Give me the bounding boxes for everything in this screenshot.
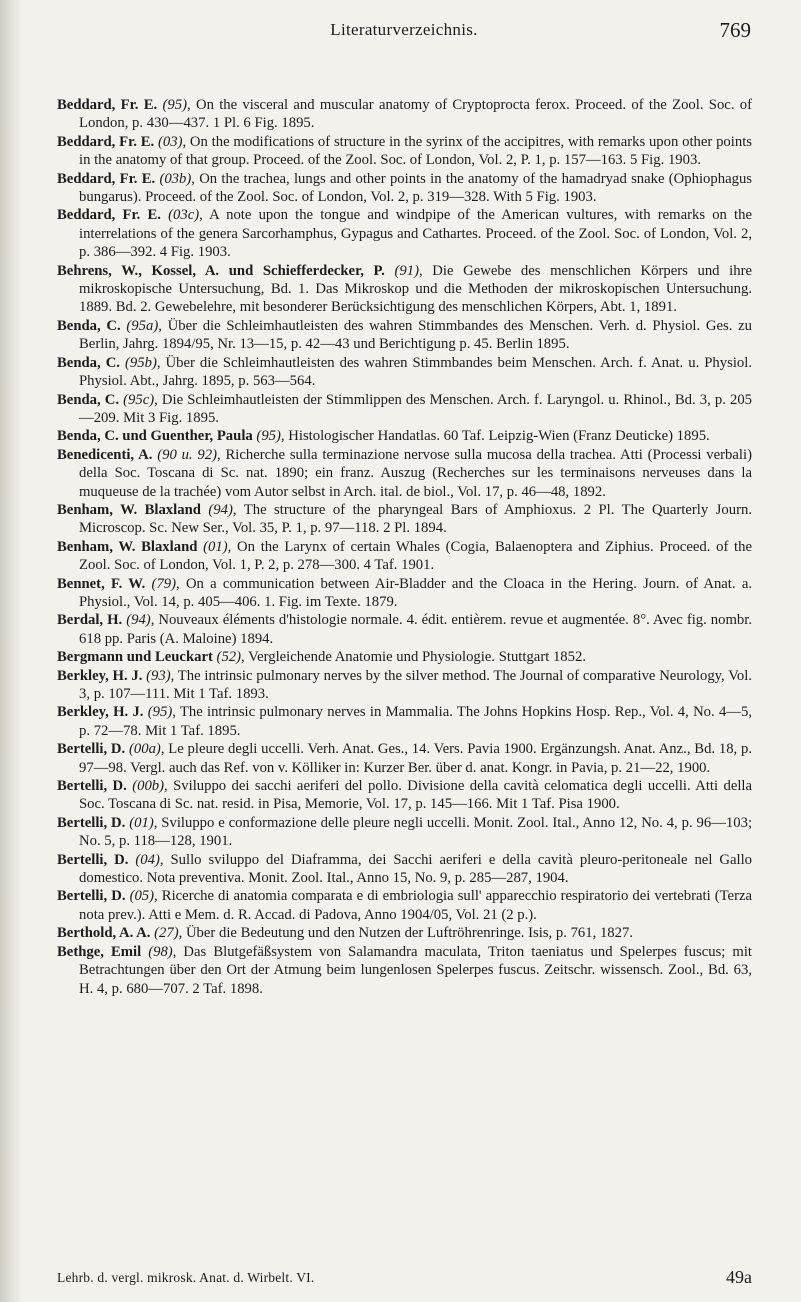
entry-text: , Über die Schleimhautleisten des wahren Stimmbandes des Menschen. Verh. d. Physiol. Ges. zu Berlin, Jahrg. 1894/95, Nr. 13—15, p. 42—43 und Berichtigung p. 45. Berlin 1895. (79, 317, 753, 353)
entry-author: Benham, W. Blaxland (57, 501, 201, 518)
entry-year: (03c) (168, 207, 200, 224)
entry-author: Benham, W. Blaxland (57, 538, 198, 555)
entry-year: (52) (216, 649, 242, 666)
bibliography-entry (57, 446, 752, 501)
bibliography-entry (57, 703, 752, 740)
entry-text: , Nouveaux éléments d'histologie normale. 4. édit. entièrem. revue et augmentée. 8°. Avec fig. nombr. 618 pp. Paris (A. Maloine) 1894. (79, 612, 753, 647)
entry-author: Benda, C. (57, 317, 121, 334)
bibliography-entry (57, 814, 752, 851)
running-title: Literaturverzeichnis. (330, 20, 478, 39)
bibliography-entry (57, 777, 752, 814)
entry-text: , Richerche sulla terminazione nervose sulla mucosa della trachea. Atti (Processi verbali) della Soc. Toscana di Sc. nat. 1890; ein franz. Auszug (Recherches sur les terminaisons nerveuses dans la muqueuse de la trachée) vom Autor selbst in Arch. ital. de biol., Vol. 17, p. 46—48, 1892. (79, 446, 752, 500)
footer-reference: Lehrb. d. vergl. mikrosk. Anat. d. Wirbelt. VI. (57, 1270, 315, 1285)
page-number: 769 (719, 18, 751, 42)
entry-year: (27) (154, 925, 179, 942)
entry-text: , The intrinsic pulmonary nerves in Mammalia. The Johns Hopkins Hosp. Rep., Vol. 4, No. 4—5, p. 72—78. Mit 1 Taf. 1895. (79, 704, 753, 739)
entry-year: (01) (129, 814, 154, 831)
bibliography-entry (57, 262, 752, 317)
entry-year: (95) (256, 428, 281, 445)
bibliography-list (57, 96, 752, 998)
entry-text: , Sviluppo dei sacchi aeriferi del pollo. Divisione della cavità celomatica degli uccelli. Atti della Soc. Toscana di Sc. nat. resid. in Pisa, Memorie, Vol. 17, p. 145—166. Mit 1 Taf. Pisa 1900. (79, 778, 753, 813)
entry-text: , A note upon the tongue and windpipe of the American vultures, with remarks on the interrelations of the genera Sarcorhamphus, Gypagus and Cathartes. Proceed. of the Zool. Soc. of London, Vol. 2, p. 386—392. 4 Fig. 1903. (79, 207, 753, 261)
bibliography-entry (57, 391, 752, 428)
entry-year: (95c) (123, 391, 155, 408)
entry-author: Beddard, Fr. E. (57, 97, 158, 113)
entry-author: Berkley, H. J. (57, 704, 144, 721)
entry-year: (01) (203, 538, 228, 555)
entry-author: Berkley, H. J. (57, 667, 143, 684)
entry-text: , Über die Bedeutung und den Nutzen der Luftröhrenringe. Isis, p. 761, 1827. (178, 925, 633, 942)
bibliography-entry (57, 943, 752, 998)
entry-year: (95b) (125, 354, 157, 371)
entry-author: Beddard, Fr. E. (57, 207, 161, 224)
entry-author: Bergmann und Leuckart (57, 649, 213, 666)
bibliography-entry (57, 667, 752, 704)
entry-year: (03) (157, 133, 183, 150)
entry-text: , The structure of the pharyngeal Bars of Amphioxus. 2 Pl. The Quarterly Journ. Microscop. Sc. New Ser., Vol. 35, P. 1, p. 97—118. 2 Pl. 1894. (79, 501, 752, 537)
entry-text: , On the modifications of structure in the syrinx of the accipitres, with remarks upon other points in the anatomy of that group. Proceed. of the Zool. Soc. of London, Vol. 2, P. 1, p. 157—163. 5 Fig. 1903. (79, 133, 752, 169)
bibliography-entry (57, 133, 752, 170)
page-header (57, 20, 751, 46)
entry-author: Bethge, Emil (57, 943, 142, 960)
entry-text: , Vergleichende Anatomie und Physiologie. Stuttgart 1852. (241, 649, 587, 666)
bibliography-entry (57, 206, 752, 261)
entry-author: Benda, C. (57, 391, 120, 408)
entry-year: (94) (208, 501, 233, 518)
entry-year: (05) (129, 888, 155, 905)
entry-text: , On the visceral and muscular anatomy of Cryptoprocta ferox. Proceed. of the Zool. Soc. of London, p. 430—437. 1 Pl. 6 Fig. 1895. (79, 97, 753, 132)
entry-year: (94) (126, 612, 151, 629)
entry-year: (93) (146, 667, 171, 684)
entry-text: , Ricerche di anatomia comparata e di embriologia sull' apparecchio respiratorio dei vertebrati (Terza nota prev.). Atti e Mem. d. R. Accad. di Padova, Anno 1904/05, Vol. 21 (2 p.). (79, 888, 752, 923)
entry-author: Bertelli, D. (57, 814, 126, 831)
entry-text: , The intrinsic pulmonary nerves by the silver method. The Journal of comparative Neurology, Vol. 3, p. 107—111. Mit 1 Taf. 1893. (79, 667, 753, 702)
entry-text: , On a communication between Air-Bladder and the Cloaca in the Hering. Journ. of Anat. a. Physiol., Vol. 14, p. 405—406. 1. Fig. im Texte. 1879. (79, 575, 753, 610)
entry-year: (98) (148, 943, 173, 960)
entry-year: (95a) (126, 317, 159, 334)
entry-author: Beddard, Fr. E. (57, 170, 156, 187)
entry-year: (90 u. 92) (157, 446, 217, 463)
entry-text: , Histologischer Handatlas. 60 Taf. Leipzig-Wien (Franz Deuticke) 1895. (280, 428, 710, 445)
entry-text: , Die Schleimhautleisten der Stimmlippen des Menschen. Arch. f. Laryngol. u. Rhinol., Bd. 3, p. 205—209. Mit 3 Fig. 1895. (79, 391, 753, 426)
entry-author: Benedicenti, A. (57, 446, 153, 463)
entry-year: (79) (151, 575, 177, 592)
entry-author: Bertelli, D. (57, 741, 126, 758)
entry-year: (91) (394, 262, 419, 279)
entry-author: Benda, C. und Guenther, Paula (57, 428, 253, 445)
bibliography-entry (57, 740, 752, 777)
entry-author: Bertelli, D. (57, 888, 126, 905)
bibliography-entry (57, 887, 752, 924)
bibliography-entry (57, 851, 752, 888)
entry-author: Berthold, A. A. (57, 925, 151, 942)
entry-author: Bennet, F. W. (57, 575, 146, 592)
bibliography-entry (57, 538, 752, 575)
entry-author: Berdal, H. (57, 612, 123, 629)
bibliography-entry (57, 354, 752, 391)
bibliography-entry (57, 501, 752, 538)
entry-text: , Sullo sviluppo del Diaframma, dei Sacchi aeriferi e della cavità pleuro-peritoneale nel Gallo domestico. Nota preventiva. Monit. Zool. Ital., Anno 15, No. 9, p. 285—287, 1904. (79, 851, 752, 887)
bibliography-entry (57, 575, 752, 612)
entry-text: , Sviluppo e conformazione delle pleure negli uccelli. Monit. Zool. Ital., Anno 12, No. 4, p. 96—103; No. 5, p. 118—128, 1901. (79, 814, 753, 850)
entry-year: (00b) (132, 778, 165, 795)
bibliography-entry (57, 96, 752, 133)
entry-year: (03b) (159, 170, 192, 187)
bibliography-entry (57, 170, 752, 207)
entry-author: Bertelli, D. (57, 851, 129, 868)
entry-text: , Das Blutgefäßsystem von Salamandra maculata, Triton taeniatus und Spelerpes fuscus; mit Betrachtungen über den Ort der Atmung beim lungenlosen Spelerpes fuscus. Zeitschr. wissensch. Zool., Bd. 63, H. 4, p. 680—707. 2 Taf. 1898. (79, 943, 752, 997)
entry-text: , Über die Schleimhautleisten des wahren Stimmbandes beim Menschen. Arch. f. Anat. u. Physiol. Physiol. Abt., Jahrg. 1895, p. 563—564. (79, 354, 753, 390)
entry-text: , On the Larynx of certain Whales (Cogia, Balaenoptera and Ziphius. Proceed. of the Zool. Soc. of London, Vol. 1, P. 2, p. 278—300. 4 Taf. 1901. (79, 538, 752, 574)
entry-author: Behrens, W., Kossel, A. und Schiefferdecker, P. (57, 262, 385, 279)
bibliography-entry (57, 317, 752, 354)
entry-year: (04) (135, 851, 160, 868)
entry-text: , On the trachea, lungs and other points in the anatomy of the hamadryad snake (Ophiophagus bungarus). Proceed. of the Zool. Soc. of London, Vol. 2, p. 319—328. With 5 Fig. 1903. (79, 170, 753, 206)
entry-text: , Le pleure degli uccelli. Verh. Anat. Ges., 14. Vers. Pavia 1900. Ergänzungsh. Anat. Anz., Bd. 18, p. 97—98. Vergl. auch das Ref. von v. Kölliker in: Kurzer Ber. über d. anat. Kongr. in Pavia, p. 21—22, 1900. (79, 741, 753, 776)
bibliography-entry (57, 648, 752, 666)
binding-shadow (0, 0, 22, 1302)
entry-year: (95) (162, 97, 187, 113)
bibliography-entry (57, 611, 752, 648)
entry-year: (00a) (129, 741, 161, 758)
bibliography-entry (57, 427, 752, 445)
entry-author: Beddard, Fr. E. (57, 133, 155, 150)
entry-text: , Die Gewebe des menschlichen Körpers und ihre mikroskopische Untersuchung, Bd. 1. Das Mikroskop und die Methoden der mikroskopischen Untersuchung. 1889. Bd. 2. Gewebelehre, mit besonderer Berücksichtigung des menschlichen Körpers, Abt. 1, 1891. (79, 262, 752, 316)
entry-author: Bertelli, D. (57, 778, 127, 795)
signature-mark: 49a (726, 1267, 752, 1287)
bibliography-entry (57, 924, 752, 942)
entry-year: (95) (147, 704, 173, 721)
entry-author: Benda, C. (57, 354, 120, 371)
